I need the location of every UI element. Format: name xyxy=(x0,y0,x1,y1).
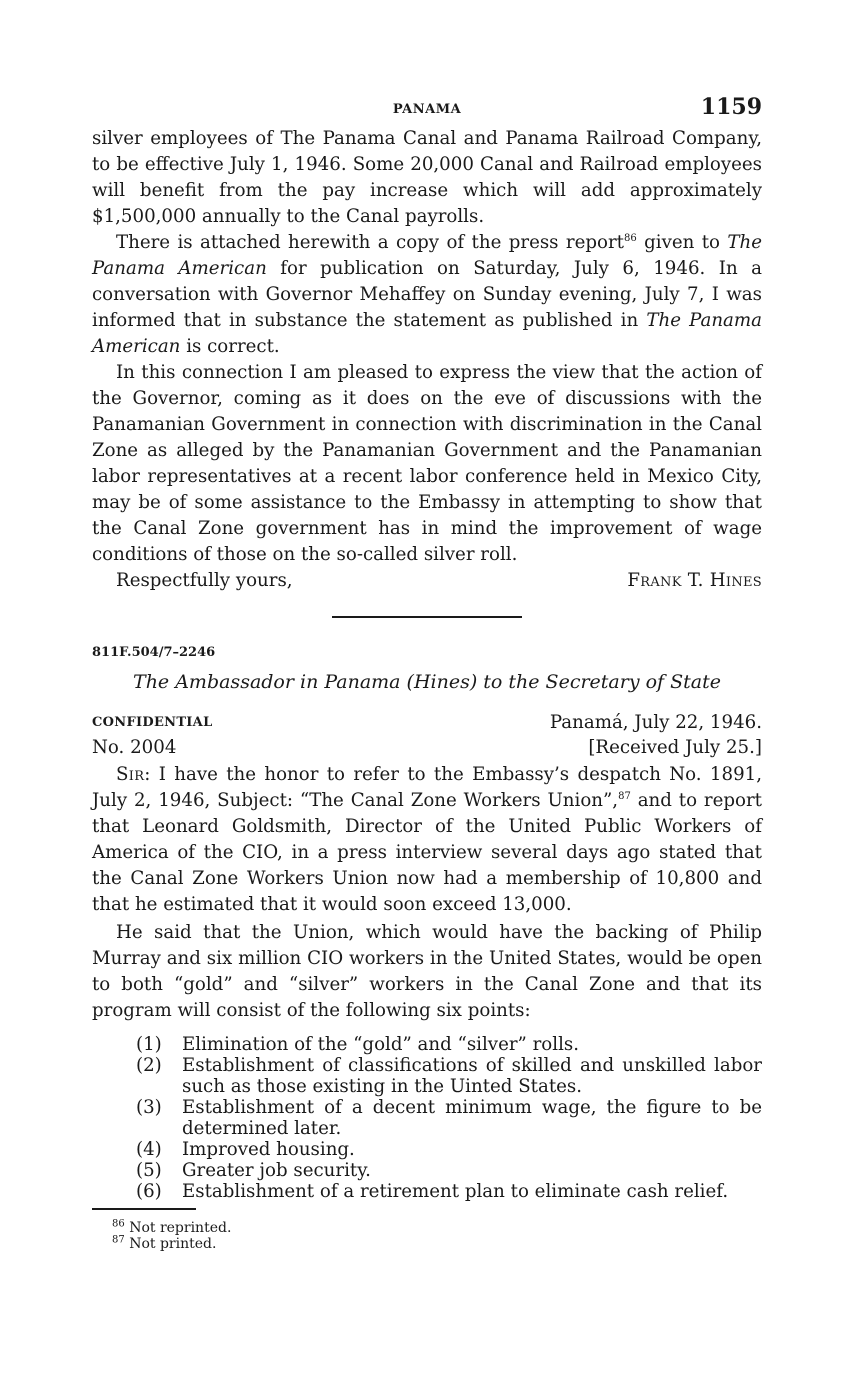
newspaper-title: The Panama American xyxy=(92,232,762,279)
page-number: 1159 xyxy=(700,94,762,120)
received-date: [Received July 25.] xyxy=(588,737,762,758)
file-number: 811F.504/7–2246 xyxy=(92,645,216,660)
list-item: (6) Establishment of a retirement plan to eliminate cash relief. xyxy=(136,1181,729,1202)
list-item: (3) Establishment of a decent minimum wage, the figure to be determined later. xyxy=(136,1097,762,1139)
signer-name: Frank T. Hines xyxy=(627,570,762,591)
program-points-list xyxy=(92,1034,762,1202)
document-title: The Ambassador in Panama (Hines) to the Secretary of State xyxy=(133,671,721,693)
paragraph-union-report xyxy=(92,762,762,918)
newspaper-title: The Panama American xyxy=(92,310,762,357)
page-header xyxy=(92,92,762,126)
footnote-87 xyxy=(92,1236,762,1252)
text-run: : I have the honor to refer to the Embassy’s despatch No. 1891, July 2, 1946, Subject: “The Canal Zone Workers Union”, xyxy=(92,764,762,811)
list-item: (5) Greater job security. xyxy=(136,1160,371,1181)
paragraph-governor-action: In this connection I am pleased to express the view that the action of the Governor, coming as it does on the eve of discussions with the Panamanian Government in connection with discrimination in the Canal Zone as alleged by the Panamanian Government and the Panamanian labor representatives at a recent labor conference held in Mexico City, may be of some assistance to the Embassy in attempting to show that the Canal Zone government has in mind the improvement of wage conditions of those on the so-called silver roll. xyxy=(92,362,762,565)
place-date: Panamá, July 22, 1946. xyxy=(549,712,762,733)
text-run: and to report that Leonard Goldsmith, Director of the United Public Workers of America of the CIO, in a press interview several days ago stated that the Canal Zone Workers Union now had a membership of 10,800 and that he estimated that it would soon exceed 13,000. xyxy=(92,790,762,915)
footnote-mark: 87 xyxy=(112,1234,125,1246)
footnote-ref-86: 86 xyxy=(623,232,637,244)
list-item: (1) Elimination of the “gold” and “silver” rolls. xyxy=(136,1034,580,1055)
paragraph-union-program: He said that the Union, which would have the backing of Philip Murray and six million CIO workers in the United States, would be open to both “gold” and “silver” workers in the Canal Zone and that its program will consist of the following six points: xyxy=(92,922,762,1021)
text-run: There is attached herewith a copy of the press report xyxy=(116,232,624,253)
list-item: (2) Establishment of classifications of skilled and unskilled labor such as those existing in the Uinted States. xyxy=(136,1055,762,1097)
footnote-text: Not reprinted. xyxy=(129,1220,232,1236)
footnote-text: Not printed. xyxy=(129,1236,217,1252)
list-item: (4) Improved housing. xyxy=(136,1139,355,1160)
section-divider xyxy=(332,616,522,618)
dateline-row xyxy=(92,710,762,735)
footnote-ref-87: 87 xyxy=(618,790,631,802)
document-page xyxy=(92,92,762,1252)
running-head: PANAMA xyxy=(392,102,462,117)
salutation: Sir xyxy=(116,764,145,785)
text-run: given to xyxy=(636,232,728,253)
paragraph-continued: silver employees of The Panama Canal and Panama Railroad Company, to be effective July 1, 1946. Some 20,000 Canal and Railroad employees will benefit from the pay increase which will add approximately $1,500,000 annually to the Canal payrolls. xyxy=(92,128,762,227)
text-run: is correct. xyxy=(180,336,280,357)
footnote-divider xyxy=(92,1208,196,1210)
footnote-86 xyxy=(92,1220,762,1236)
text-run: for publication on Saturday, July 6, 1946. In a conversation with Governor Mehaffey on Sunday evening, July 7, I was informed that in substance the statement as published in xyxy=(92,258,763,331)
footnote-mark: 86 xyxy=(112,1218,125,1230)
despatch-number: No. 2004 xyxy=(92,737,177,758)
signature-line xyxy=(92,568,762,594)
classification-label: CONFIDENTIAL xyxy=(92,715,213,730)
paragraph-press-report xyxy=(92,230,762,360)
closing-salutation: Respectfully yours, xyxy=(116,570,293,591)
number-row xyxy=(92,735,762,760)
